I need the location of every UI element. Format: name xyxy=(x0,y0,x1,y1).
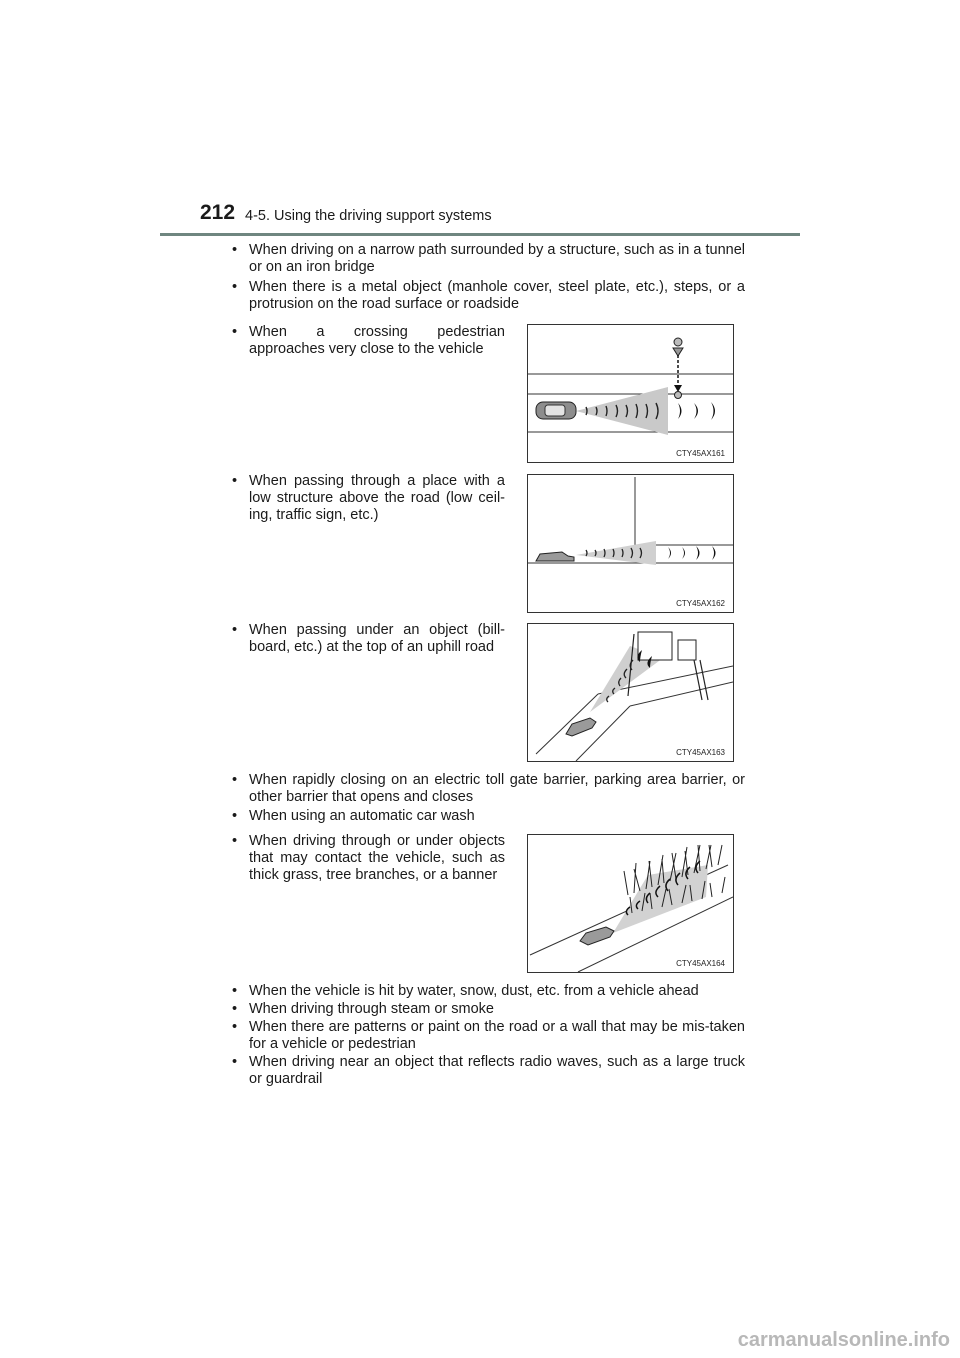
bullet-icon: • xyxy=(232,808,238,824)
page-number: 212 xyxy=(200,201,236,224)
bullet-list-item xyxy=(232,473,505,524)
figure-code: CTY45AX162 xyxy=(676,599,725,608)
bullet-list-item xyxy=(232,242,745,276)
bullet-text: When passing under an object (bill-board, etc.) at the top of an uphill road xyxy=(249,622,505,655)
bullet-text: When passing through a place with a low structure above the road (low ceil-ing, traffic sign, etc.) xyxy=(249,473,505,523)
illustration-thick-grass xyxy=(527,834,734,973)
bullet-icon: • xyxy=(232,473,238,489)
bullet-list-item xyxy=(232,983,745,1000)
bullet-list-item xyxy=(232,1001,745,1018)
grass-icon xyxy=(528,835,733,972)
bullet-icon: • xyxy=(232,324,238,340)
section-title: 4-5. Using the driving support systems xyxy=(245,208,492,224)
bullet-text: When using an automatic car wash xyxy=(249,808,475,824)
bullet-list-item xyxy=(232,808,745,825)
illustration-low-structure xyxy=(527,474,734,613)
illustration-uphill-billboard xyxy=(527,623,734,762)
bullet-icon: • xyxy=(232,242,238,258)
billboard-icon xyxy=(528,624,733,761)
header-rule xyxy=(160,233,800,236)
bullet-list-item xyxy=(232,622,505,656)
bullet-list-item xyxy=(232,279,745,313)
bullet-list-item xyxy=(232,1019,745,1053)
bullet-text: When a crossing pedestrian approaches very close to the vehicle xyxy=(249,324,505,357)
bullet-text: When there are patterns or paint on the road or a wall that may be mis-taken for a vehicle or pedestrian xyxy=(249,1019,745,1052)
figure-code: CTY45AX164 xyxy=(676,959,725,968)
bullet-icon: • xyxy=(232,1001,238,1017)
figure-code: CTY45AX161 xyxy=(676,449,725,458)
illustration-pedestrian-crossing xyxy=(527,324,734,463)
pedestrian-crossing-icon xyxy=(528,325,733,462)
bullet-icon: • xyxy=(232,772,238,788)
bullet-list-item xyxy=(232,772,745,806)
bullet-text: When the vehicle is hit by water, snow, dust, etc. from a vehicle ahead xyxy=(249,983,699,999)
bullet-text: When driving through or under objects that may contact the vehicle, such as thick grass, tree branches, or a banner xyxy=(249,833,505,883)
bullet-icon: • xyxy=(232,833,238,849)
bullet-text: When driving near an object that reflects radio waves, such as a large truck or guardrail xyxy=(249,1054,745,1087)
bullet-text: When driving through steam or smoke xyxy=(249,1001,494,1017)
bullet-icon: • xyxy=(232,622,238,638)
bullet-text: When rapidly closing on an electric toll gate barrier, parking area barrier, or other barrier that opens and closes xyxy=(249,772,745,805)
bullet-list-item xyxy=(232,1054,745,1088)
bullet-text: When there is a metal object (manhole cover, steel plate, etc.), steps, or a protrusion on the road surface or roadside xyxy=(249,279,745,312)
bullet-icon: • xyxy=(232,1054,238,1070)
bullet-text: When driving on a narrow path surrounded by a structure, such as in a tunnel or on an iron bridge xyxy=(249,242,745,275)
bullet-icon: • xyxy=(232,1019,238,1035)
bullet-icon: • xyxy=(232,279,238,295)
bullet-icon: • xyxy=(232,983,238,999)
low-ceiling-icon xyxy=(528,475,733,612)
watermark-logo: carmanualsonline.info xyxy=(737,1329,950,1351)
bullet-list-item xyxy=(232,324,505,358)
bullet-list-item xyxy=(232,833,505,884)
figure-code: CTY45AX163 xyxy=(676,748,725,757)
